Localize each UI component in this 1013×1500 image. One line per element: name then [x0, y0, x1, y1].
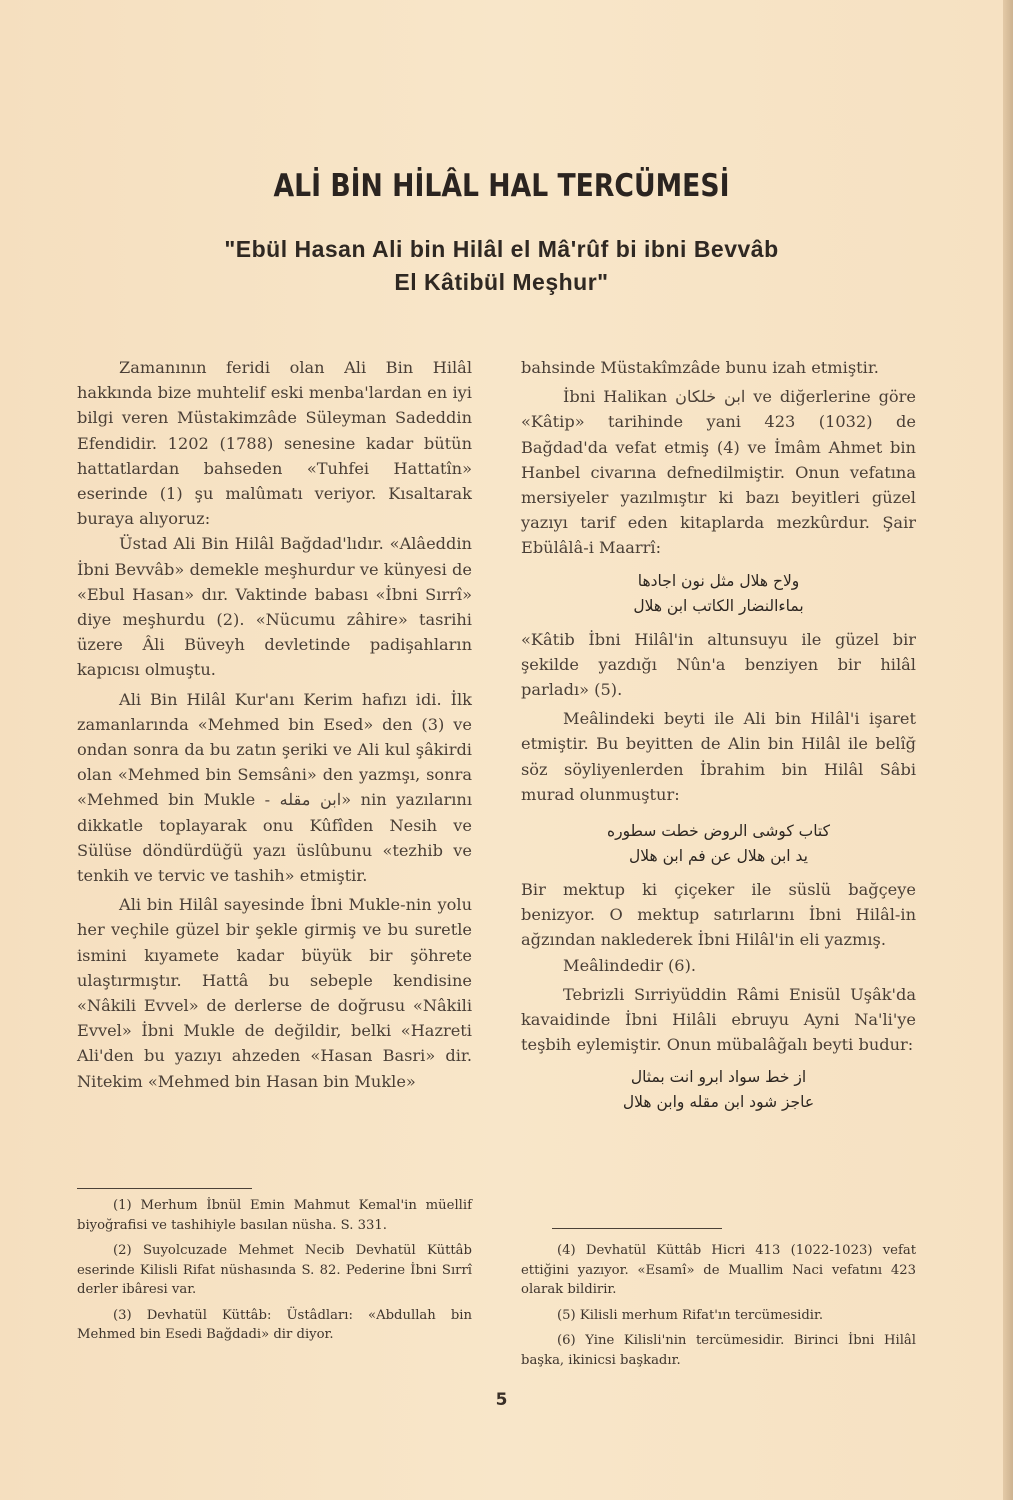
arabic-verse-1 — [521, 569, 916, 619]
paragraph: Zamanının feridi olan Ali Bin Hilâl hakkında bize muhtelif eski menba'lardan en iyi bilgi veren Müstakimzâde Süleyman Sadeddin Efendidir. 1202 (1788) senesine kadar bütün hattatlardan bahseden «Tuhfei Hattatîn» eserinde (1) şu malûmatı veriyor. Kısaltarak buraya alıyoruz: — [77, 358, 472, 529]
page-title: ALİ BİN HİLÂL HAL TERCÜMESİ — [273, 168, 730, 204]
page-subtitle — [0, 233, 1003, 299]
paragraph: Üstad Ali Bin Hilâl Bağdad'lıdır. «Alâeddin İbni Bevvâb» demekle meşhurdur ve künyesi de «Ebul Hasan» dır. Vaktinde babası «İbni Sırrî» diye meşhurdu (2). «Nücumu zâhire» tasrihi üzere Âli Büveyh devletinde padişahların kapıcısı olmuştu. — [77, 534, 472, 680]
paragraph: bahsinde Müstakîmzâde bunu izah etmiştir. — [521, 358, 879, 377]
paragraph: Bir mektup ki çiçeker ile süslü bağçeye benizyor. O mektup satırlarını İbni Hilâl-in ağzından naklederek İbni Hilâl'in eli yazmış. — [521, 880, 916, 950]
arabic-line: از خط سواد ابرو انت بمثال — [630, 1068, 807, 1087]
arabic-line: بماءالنضار الكاتب ابن هلال — [633, 596, 804, 615]
arabic-verse-3 — [521, 1065, 916, 1115]
footnote-5: (5) Kilisli merhum Rifat'ın tercümesidir. — [557, 1307, 824, 1323]
paragraph: «Kâtib İbni Hilâl'in altunsuyu ile güzel bir şekilde yazdığı Nûn'a benziyen bir hilâl parladı» (5). — [521, 629, 916, 700]
right-footnotes — [521, 1241, 916, 1376]
footnote-1: (1) Merhum İbnül Emin Mahmut Kemal'in müellif biyoğrafisi ve tashihiyle basılan nüsha. S. 331. — [77, 1198, 472, 1233]
paragraph: İbni Halikan ابن خلكان ve diğerlerine göre «Kâtip» tarihinde yani 423 (1032) de Bağdad'da vefat etmiş (4) ve İmâm Ahmet bin Hanbel civarına defnedilmiştir. Onun vefatına mersiyeler yazılmıştır ki bazı beyitleri güzel yazıyı tarif eden kitaplarda mezkûrdur. Şair Ebülâlâ-i Maarrî: — [521, 387, 916, 558]
arabic-verse-2 — [521, 819, 916, 869]
arabic-line: ولاح هلال مثل نون اجادها — [637, 571, 800, 590]
paragraph: Meâlindedir (6). — [563, 955, 697, 975]
page-edge — [1003, 0, 1013, 1500]
footnote-divider — [77, 1188, 252, 1189]
arabic-line: كتاب كوشى الروض خطت سطوره — [606, 822, 830, 841]
footnote-6: (6) Yine Kilisli'nin tercümesidir. Birinci İbni Hilâl başka, ikinicsi başkadır. — [521, 1333, 916, 1368]
footnote-2: (2) Suyolcuzade Mehmet Necib Devhatül Küttâb eserinde Kilisli Rifat nüshasında S. 82. Pederine İbni Sırrî derler ibâresi var. — [77, 1243, 472, 1297]
footnote-4: (4) Devhatül Küttâb Hicri 413 (1022-1023) vefat ettiğini yazıyor. «Esamî» de Muallim Naci vefatını 423 olarak bildirir. — [521, 1243, 916, 1297]
page-number: 5 — [495, 1390, 508, 1410]
right-column — [521, 355, 916, 1123]
footnote-divider — [552, 1228, 722, 1229]
subtitle-line-2: El Kâtibül Meşhur" — [394, 269, 609, 295]
subtitle-line-1: "Ebül Hasan Ali bin Hilâl el Mâ'rûf bi ibni Bevvâb — [224, 236, 779, 262]
paragraph: Ali Bin Hilâl Kur'anı Kerim hafızı idi. İlk zamanlarında «Mehmed bin Esed» den (3) ve ondan sonra da bu zatın şeriki ve Ali kul şâkirdi olan «Mehmed bin Semsâni» den yazmşı, sonra «Mehmed bin Mukle - ابن مقله» nin yazılarını dikkatle toplayarak onu Kûfîden Nesih ve Sülüse döndürdüğü yazı üslûbunu «tezhib ve tenkih ve tervic ve tashih» etmiştir. — [77, 689, 472, 886]
arabic-line: عاجز شود ابن مقله وابن هلال — [622, 1093, 815, 1112]
paragraph: Meâlindeki beyti ile Ali bin Hilâl'i işaret etmiştir. Bu beyitten de Alin bin Hilâl ile belîğ söz söyliyenlerden İbrahim bin Hilâl Sâbi murad olunmuştur: — [521, 709, 916, 804]
paragraph: Ali bin Hilâl sayesinde İbni Mukle-nin yolu her veçhile güzel bir şekle girmiş ve bu suretle ismini kıyamete kadar büyük bir şöhrete ulaştırmıştır. Hattâ bu sebeple kendisine «Nâkili Evvel» de derlerse de doğrusu «Nâkili Evvel» İbni Mukle de değildir, belki «Hazreti Ali'den bu yazıyı ahzeden «Hasan Basri» dir. Nitekim «Mehmed bin Hasan bin Mukle» — [77, 895, 472, 1091]
left-column — [77, 355, 472, 1094]
paragraph: Tebrizli Sırriyüddin Râmi Enisül Uşâk'da kavaidinde İbni Hilâli ebruyu Ayni Na'li'ye teşbih eylemiştir. Onun mübalâğalı beyti budur: — [521, 984, 916, 1055]
arabic-line: يد ابن هلال عن فم ابن هلال — [629, 847, 808, 866]
left-footnotes — [77, 1196, 472, 1351]
footnote-3: (3) Devhatül Küttâb: Üstâdları: «Abdullah bin Mehmed bin Esedi Bağdadi» dir diyor. — [77, 1307, 472, 1342]
